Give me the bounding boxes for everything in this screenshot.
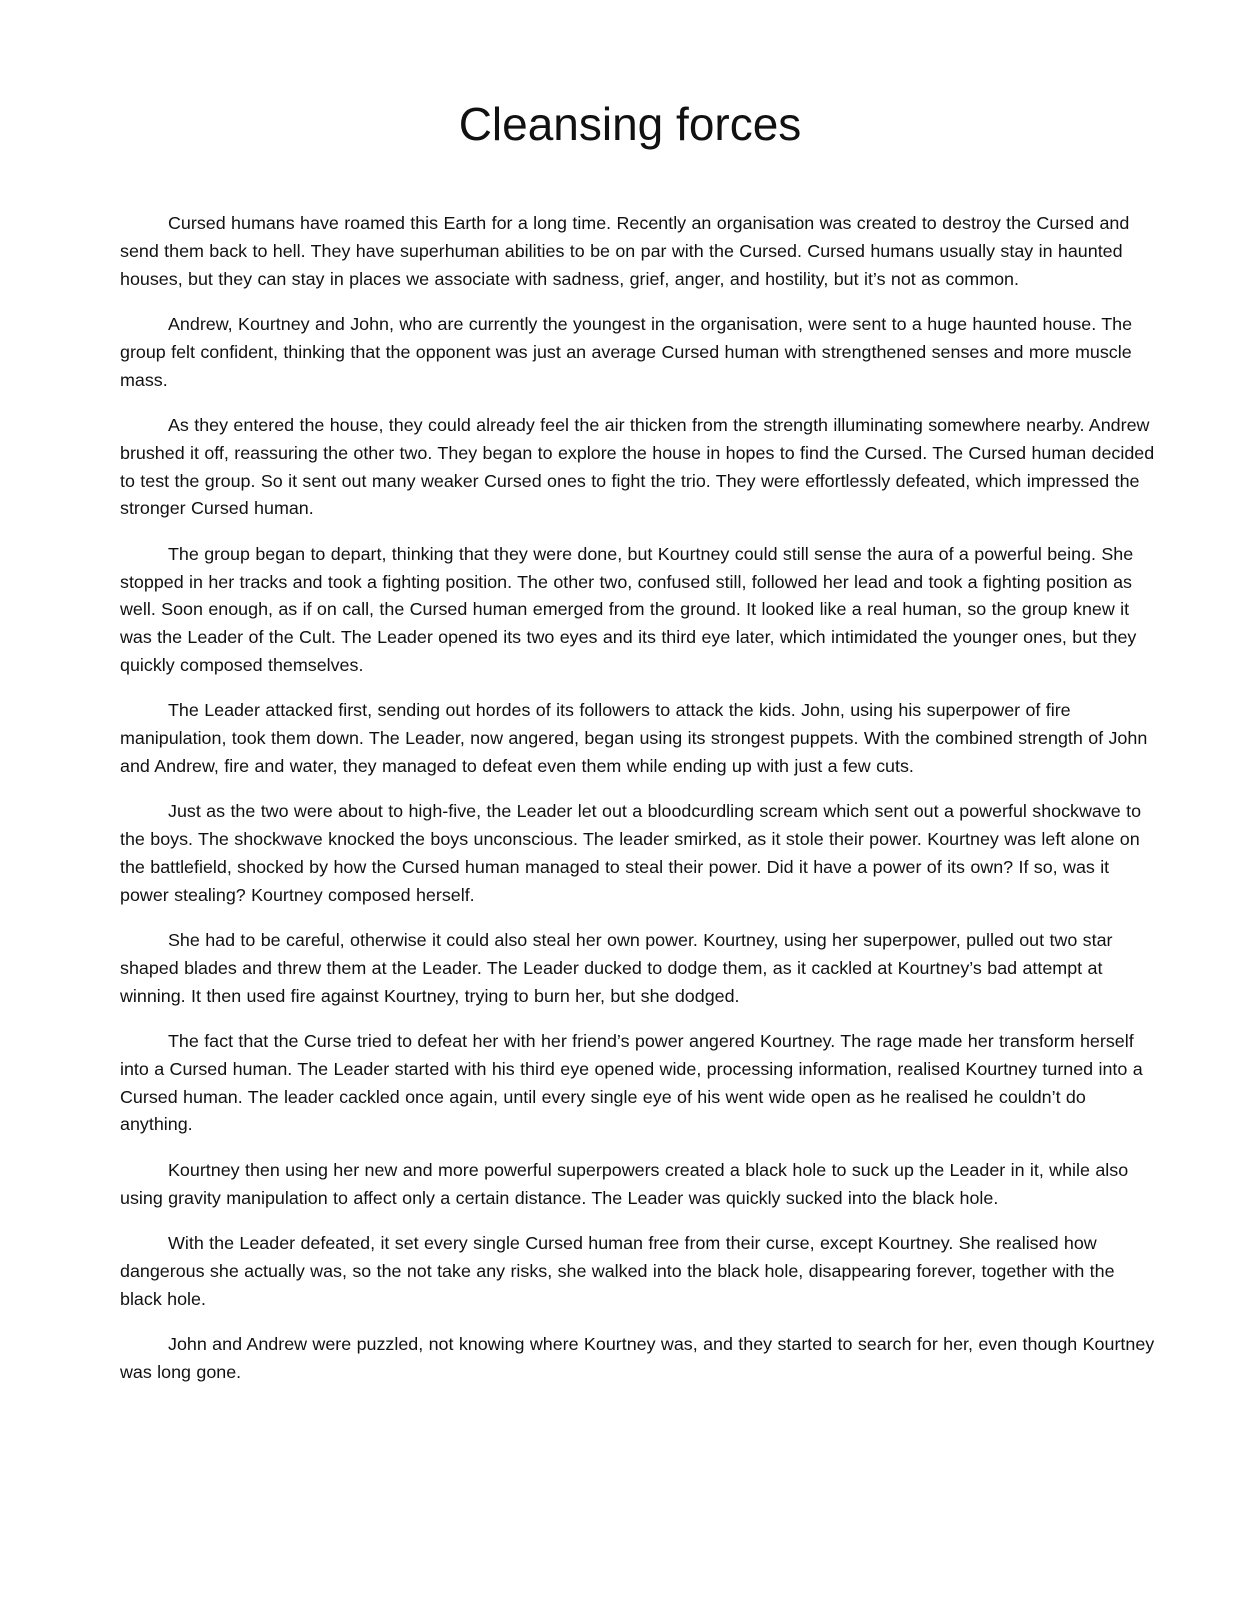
story-body [120, 210, 1160, 1387]
paragraph-7: She had to be careful, otherwise it could also steal her own power. Kourtney, using her superpower, pulled out two star shaped blades and threw them at the Leader. The Leader ducked to dodge them, as it cackled at Kourtney’s bad attempt at winning. It then used fire against Kourtney, trying to burn her, but she dodged. [120, 930, 1113, 1006]
paragraph-5: The Leader attacked first, sending out hordes of its followers to attack the kids. John, using his superpower of fire manipulation, took them down. The Leader, now angered, began using its strongest puppets. With the combined strength of John and Andrew, fire and water, they managed to defeat even them while ending up with just a few cuts. [120, 700, 1148, 776]
paragraph-9: Kourtney then using her new and more powerful superpowers created a black hole to suck up the Leader in it, while also using gravity manipulation to affect only a certain distance. The Leader was quickly sucked into the black hole. [120, 1159, 1129, 1208]
paragraph-2: Andrew, Kourtney and John, who are currently the youngest in the organisation, were sent to a huge haunted house. The group felt confident, thinking that the opponent was just an average Cursed human with strengthened senses and more muscle mass. [120, 313, 1133, 390]
paragraph-3: As they entered the house, they could already feel the air thicken from the strength illuminating somewhere nearby. Andrew brushed it off, reassuring the other two. They began to explore the house in hopes to find the Cursed. The Cursed human decided to test the group. So it sent out many weaker Cursed ones to fight the trio. They were effortlessly defeated, which impressed the stronger Cursed human. [120, 414, 1155, 519]
paragraph-1: Cursed humans have roamed this Earth for a long time. Recently an organisation was created to destroy the Cursed and send them back to hell. They have superhuman abilities to be on par with the Cursed. Cursed humans usually stay in haunted houses, but they can stay in places we associate with sadness, grief, anger, and hostility, but it’s not as common. [120, 213, 1130, 289]
paragraph-8: The fact that the Curse tried to defeat her with her friend’s power angered Kourtney. The rage made her transform herself into a Cursed human. The Leader started with his third eye opened wide, processing information, realised Kourtney turned into a Cursed human. The leader cackled once again, until every single eye of his went wide open as he realised he couldn’t do anything. [120, 1031, 1143, 1135]
paragraph-4: The group began to depart, thinking that they were done, but Kourtney could still sense the aura of a powerful being. She stopped in her tracks and took a fighting position. The other two, confused still, followed her lead and took a fighting position as well. Soon enough, as if on call, the Cursed human emerged from the ground. It looked like a real human, so the group knew it was the Leader of the Cult. The Leader opened its two eyes and its third eye later, which intimidated the younger ones, but they quickly composed themselves. [120, 543, 1137, 675]
document-page [120, 0, 1160, 1404]
paragraph-11: John and Andrew were puzzled, not knowing where Kourtney was, and they started to search for her, even though Kourtney was long gone. [120, 1334, 1155, 1382]
document-title: Cleansing forces [458, 98, 802, 150]
paragraph-10: With the Leader defeated, it set every single Cursed human free from their curse, except Kourtney. She realised how dangerous she actually was, so the not take any risks, she walked into the black hole, disappearing forever, together with the black hole. [120, 1233, 1115, 1309]
paragraph-6: Just as the two were about to high-five, the Leader let out a bloodcurdling scream which sent out a powerful shockwave to the boys. The shockwave knocked the boys unconscious. The leader smirked, as it stole their power. Kourtney was left alone on the battlefield, shocked by how the Cursed human managed to steal their power. Did it have a power of its own? If so, was it power stealing? Kourtney composed herself. [120, 801, 1142, 905]
